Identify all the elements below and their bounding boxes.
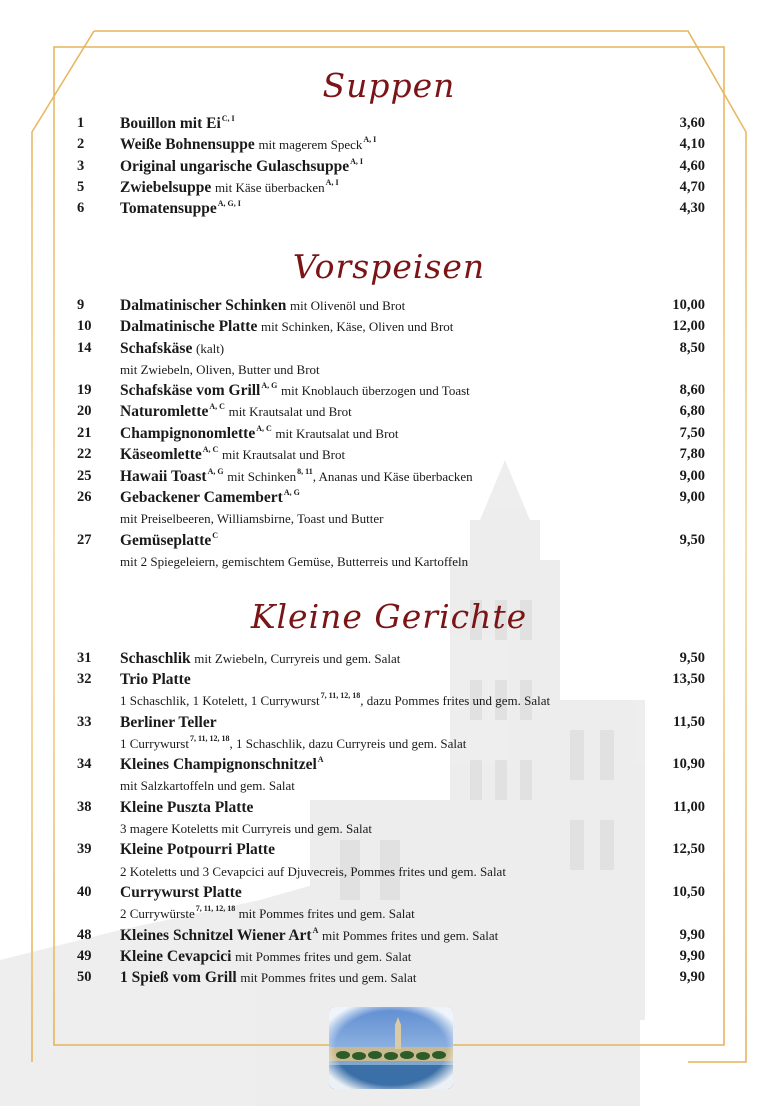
menu-item-description: mit 2 Spiegeleiern, gemischtem Gemüse, Butterreis und Kartoffeln — [120, 554, 469, 569]
menu-item: 25 Hawaii Toast$^{A, G}$ mit Schinken$^{8, 11}$, Ananas und Käse überbacken 9,00 — [77, 467, 705, 485]
menu-item: 31 Schaschlik mit Zwiebeln, Curryreis und gem. Salat 9,50 — [77, 650, 705, 667]
menu-item: 5 Zwiebelsuppe mit Käse überbacken$^{A, I}$ 4,70 — [77, 178, 705, 196]
menu-item: 27 Gemüseplatte$^C$ 9,50 — [77, 531, 705, 549]
section-title-suppen: Suppen — [322, 66, 456, 105]
menu-item: 38 Kleine Puszta Platte 11,00 — [77, 799, 705, 816]
menu-item: 1 Bouillon mit $Ei^{C, I}$ 3,60 — [77, 114, 705, 132]
menu-item-description: 2 Koteletts und 3 Cevapcici auf Djuvecreis, Pommes frites und gem. Salat — [120, 864, 506, 879]
menu-item-description: mit Salzkartoffeln und gem. Salat — [120, 778, 295, 793]
section-title-vorspeisen: Vorspeisen — [292, 247, 486, 286]
menu-item-description: mit Zwiebeln, Oliven, Butter und Brot — [120, 362, 320, 377]
menu-item: 40 Currywurst Platte 10,50 — [77, 884, 705, 901]
menu-item: 19 Schafskäse vom Grill$^{A, G}$ mit Knoblauch überzogen und Toast 8,60 — [77, 381, 705, 399]
menu-item: 3 Original ungarische Gulaschsuppe$^{A, I}$ 4,60 — [77, 157, 705, 175]
menu-item: 33 Berliner Teller 11,50 — [77, 714, 705, 731]
menu-item: 10 Dalmatinische Platte mit Schinken, Käse, Oliven und Brot 12,00 — [77, 318, 705, 335]
menu-item: 6 Tomatensuppe$^{A, G, I}$ 4,30 — [77, 199, 705, 217]
menu-item: 20 Naturomlette$^{A, C}$ mit Krautsalat und Brot 6,80 — [77, 402, 705, 420]
harbour-photo — [329, 1007, 453, 1089]
menu-item: 2 Weiße Bohnensuppe mit magerem Speck$^{A, I}$ 4,10 — [77, 135, 705, 153]
menu-item-description: 2 Currywürste$^{7, 11, 12, 18}$ mit Pommes frites und gem. Salat — [120, 904, 415, 921]
menu-item-description: 1 Currywurst$^{7, 11, 12, 18}$, 1 Schaschlik, dazu Curryreis und gem. Salat — [120, 734, 467, 751]
menu-item: 22 Käseomlette$^{A, C}$ mit Krautsalat und Brot 7,80 — [77, 445, 705, 463]
menu-item-description: 1 Schaschlik, 1 Kotelett, 1 Currywurst$^{7, 11, 12, 18}$, dazu Pommes frites und gem. Salat — [120, 691, 551, 708]
menu-item: 50 1 Spieß vom Grill mit Pommes frites und gem. Salat 9,90 — [77, 969, 705, 986]
menu-item-description: mit Preiselbeeren, Williamsbirne, Toast und Butter — [120, 511, 384, 526]
menu-item-description: 3 magere Koteletts mit Curryreis und gem. Salat — [120, 821, 372, 836]
menu-item: 21 Champignonomlette$^{A, C}$ mit Krautsalat und Brot 7,50 — [77, 424, 705, 442]
menu-item: 39 Kleine Potpourri Platte 12,50 — [77, 841, 705, 858]
menu-item: 32 Trio Platte 13,50 — [77, 671, 705, 688]
menu-item: 48 Kleines Schnitzel Wiener Art$^A$ mit Pommes frites und gem. Salat 9,90 — [77, 926, 705, 944]
menu-item: 9 Dalmatinischer Schinken mit Olivenöl und Brot 10,00 — [77, 297, 705, 314]
menu-item: 49 Kleine Cevapcici mit Pommes frites und gem. Salat 9,90 — [77, 948, 705, 965]
menu-item: 26 Gebackener Camembert$^{A, G}$ 9,00 — [77, 488, 705, 506]
menu-item: 34 Kleines Champignonschnitzel$^A$ 10,90 — [77, 755, 705, 773]
section-title-kleine-gerichte: Kleine Gerichte — [250, 597, 528, 636]
menu-item: 14 Schafskäse (kalt) 8,50 — [77, 340, 705, 357]
